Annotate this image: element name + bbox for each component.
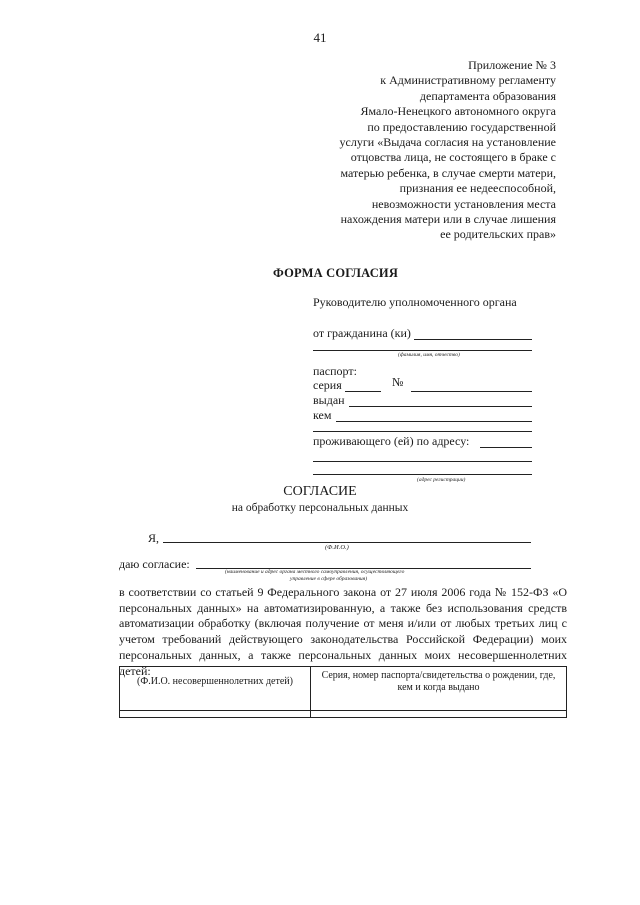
address-hint: (адрес регистрации) xyxy=(417,477,466,483)
table-row xyxy=(120,711,567,718)
appendix-line: невозможности установления места xyxy=(371,196,556,211)
organ-hint-2: управление в сфере образования) xyxy=(290,576,368,582)
form-title: ФОРМА СОГЛАСИЯ xyxy=(273,266,399,280)
give-consent-label: даю согласие: xyxy=(119,557,190,571)
passport-series-field[interactable] xyxy=(345,391,381,392)
addressee: Руководителю уполномоченного органа xyxy=(313,295,517,309)
appendix-line: признания ее недееспособной, xyxy=(399,181,556,196)
passport-issued-field[interactable] xyxy=(349,406,532,407)
passport-extra-field[interactable] xyxy=(313,431,532,432)
table-cell-children-name[interactable] xyxy=(120,711,311,718)
consent-fio-field[interactable] xyxy=(163,542,531,543)
residing-label: проживающего (ей) по адресу: xyxy=(313,434,470,448)
from-citizen-label: от гражданина (ки) xyxy=(313,326,411,340)
appendix-line: нахождения матери или в случае лишения xyxy=(340,212,556,227)
appendix-line: Ямало-Ненецкого автономного округа xyxy=(360,104,556,119)
page-number: 41 xyxy=(313,30,327,45)
passport-issued-label: выдан xyxy=(313,393,345,407)
table-cell-documents[interactable] xyxy=(311,711,567,718)
appendix-line: ее родительских прав» xyxy=(440,227,556,242)
consent-subtitle: на обработку персональных данных xyxy=(231,502,409,514)
organ-hint-1: (наименование и адрес органа местного самоуправления, осуществляющего xyxy=(225,569,405,575)
appendix-line: департамента образования xyxy=(419,88,556,103)
consent-title: СОГЛАСИЕ xyxy=(283,484,357,499)
passport-by-field[interactable] xyxy=(336,421,532,422)
fio-hint: (фамилия, имя, отчество) xyxy=(398,352,460,358)
appendix-line: матерью ребенка, в случае смерти матери, xyxy=(340,165,556,180)
passport-series-label: серия xyxy=(313,378,342,392)
passport-by-label: кем xyxy=(313,408,332,422)
consent-fio-hint: (Ф.И.О.) xyxy=(325,544,349,551)
appendix-line: к Административному регламенту xyxy=(380,73,556,88)
citizen-name-field[interactable] xyxy=(414,339,532,340)
appendix-header xyxy=(256,58,556,243)
address-field-2[interactable] xyxy=(313,461,532,462)
passport-label: паспорт: xyxy=(313,364,357,378)
i-label: Я, xyxy=(148,531,160,545)
address-field-3[interactable] xyxy=(313,474,532,475)
table-header-documents: Серия, номер паспорта/свидетельства о рождении, где, кем и когда выдано xyxy=(311,667,567,711)
passport-number-field[interactable] xyxy=(411,391,532,392)
table-header-children-name: (Ф.И.О. несовершеннолетних детей) xyxy=(120,667,311,711)
children-table xyxy=(119,666,567,718)
appendix-line: услуги «Выдача согласия на установление xyxy=(339,135,556,150)
passport-number-label: № xyxy=(392,375,404,389)
citizen-name-field-2[interactable] xyxy=(313,350,532,351)
consent-body-text: в соответствии со статьей 9 Федерального закона от 27 июля 2006 года № 152-ФЗ «О персональных данных» на автоматизированную, а также без использования средств автоматизации обработку (включая получение от меня и/или от любых третьих лиц с учетом требований действующего законодательства Российской Федерации) моих персональных данных, а также персональных данных моих несовершеннолетних детей: xyxy=(119,585,567,678)
table-header-row xyxy=(120,667,567,711)
appendix-line: Приложение № 3 xyxy=(468,58,556,72)
address-field-1[interactable] xyxy=(480,447,532,448)
appendix-line: отцовства лица, не состоящего в браке с xyxy=(350,150,556,165)
appendix-line: по предоставлению государственной xyxy=(367,119,556,134)
